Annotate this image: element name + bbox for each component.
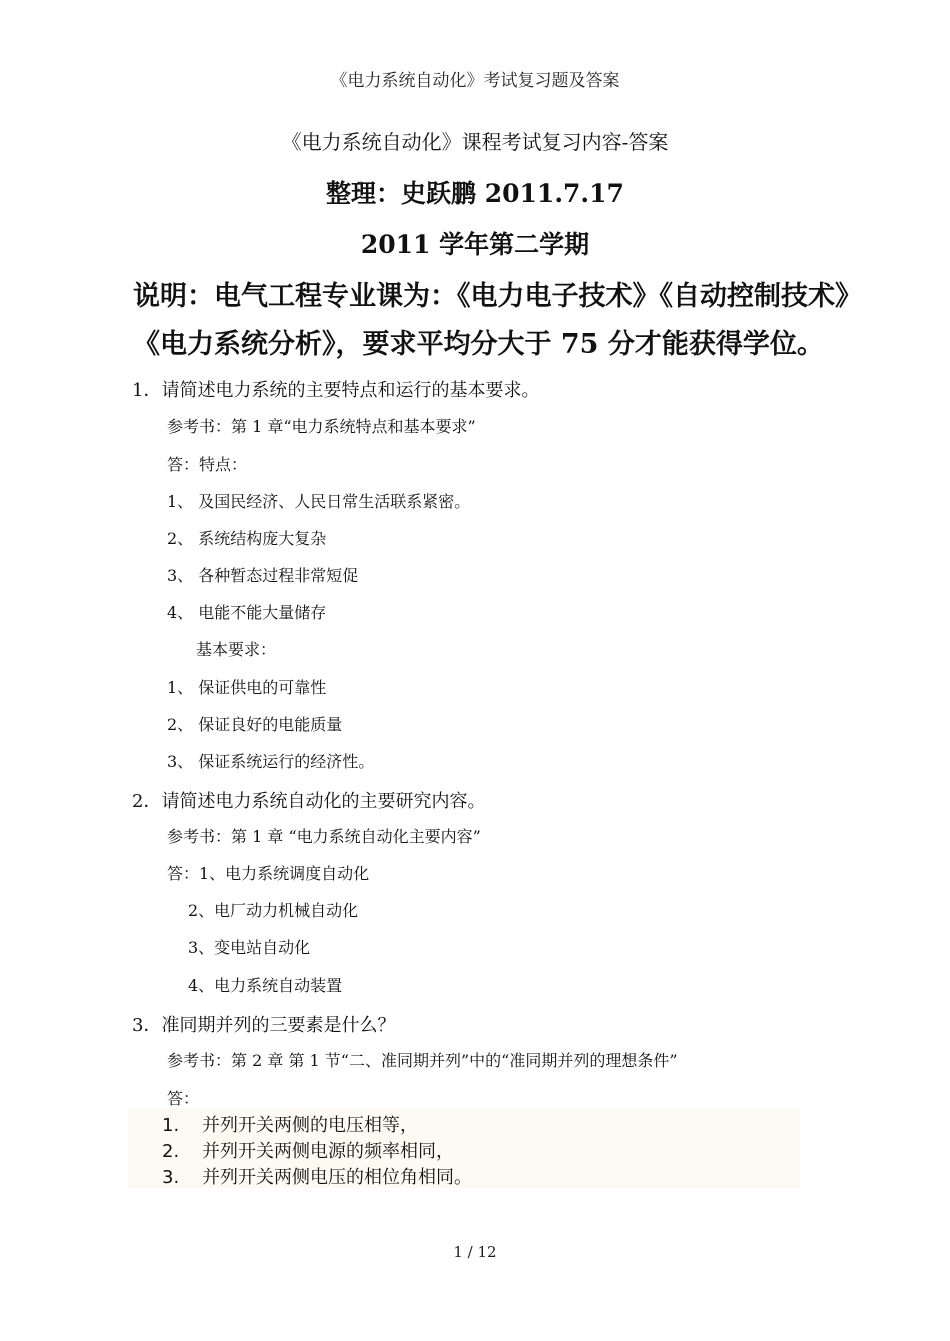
q1-feature-3: 3、 各种暂态过程非常短促 <box>167 566 359 585</box>
question-3: 3．准同期并列的三要素是什么？ <box>132 1015 396 1036</box>
q3-answer-label: 答： <box>167 1089 200 1108</box>
q2-answer-2: 2、电厂动力机械自动化 <box>188 901 359 920</box>
q2-reference: 参考书：第 1 章 “电力系统自动化主要内容” <box>167 827 481 846</box>
q1-reference: 参考书：第 1 章“电力系统特点和基本要求” <box>167 417 476 436</box>
q1-feature-1: 1、 及国民经济、人民日常生活联系紧密。 <box>167 492 471 511</box>
semester-line: 2011 学年第二学期 <box>360 230 590 259</box>
q1-feature-2: 2、 系统结构庞大复杂 <box>167 529 327 548</box>
note-line-2: 《电力系统分析》，要求平均分大于 75 分才能获得学位。 <box>133 329 824 360</box>
document-title: 《电力系统自动化》课程考试复习内容-答案 <box>281 130 669 154</box>
q3-item-2 <box>162 1137 454 1163</box>
q2-answer-1: 答：1、电力系统调度自动化 <box>167 864 370 883</box>
q3-item-1-number: 1. <box>162 1115 180 1136</box>
q3-item-3-text: 并列开关两侧电压的相位角相同。 <box>202 1167 472 1188</box>
q1-requirement-1: 1、 保证供电的可靠性 <box>167 678 327 697</box>
q3-reference: 参考书：第 2 章 第 1 节“二、准同期并列”中的“准同期并列的理想条件” <box>167 1051 678 1070</box>
q1-answer-label: 答：特点： <box>167 455 248 474</box>
q1-requirement-3: 3、 保证系统运行的经济性。 <box>167 752 375 771</box>
q2-answer-3: 3、变电站自动化 <box>188 938 311 957</box>
q1-requirements-label: 基本要求： <box>196 640 277 659</box>
q2-answer-4: 4、电力系统自动装置 <box>188 976 343 995</box>
q3-item-3-number: 3. <box>162 1167 180 1188</box>
q3-item-1 <box>162 1111 418 1137</box>
question-2: 2．请简述电力系统自动化的主要研究内容。 <box>132 791 486 812</box>
q1-feature-4: 4、 电能不能大量储存 <box>167 603 327 622</box>
page-header: 《电力系统自动化》考试复习题及答案 <box>330 71 620 91</box>
q3-item-3 <box>162 1163 472 1189</box>
q3-item-1-text: 并列开关两侧的电压相等， <box>202 1115 418 1136</box>
note-line-1: 说明：电气工程专业课为：《电力电子技术》《自动控制技术》 <box>133 281 862 312</box>
compiler-line: 整理：史跃鹏 2011.7.17 <box>326 179 624 208</box>
question-1: 1．请简述电力系统的主要特点和运行的基本要求。 <box>132 380 540 401</box>
q3-item-2-text: 并列开关两侧电源的频率相同， <box>202 1141 454 1162</box>
q3-item-2-number: 2. <box>162 1141 180 1162</box>
page-number: 1 / 12 <box>453 1243 497 1261</box>
q1-requirement-2: 2、 保证良好的电能质量 <box>167 715 343 734</box>
